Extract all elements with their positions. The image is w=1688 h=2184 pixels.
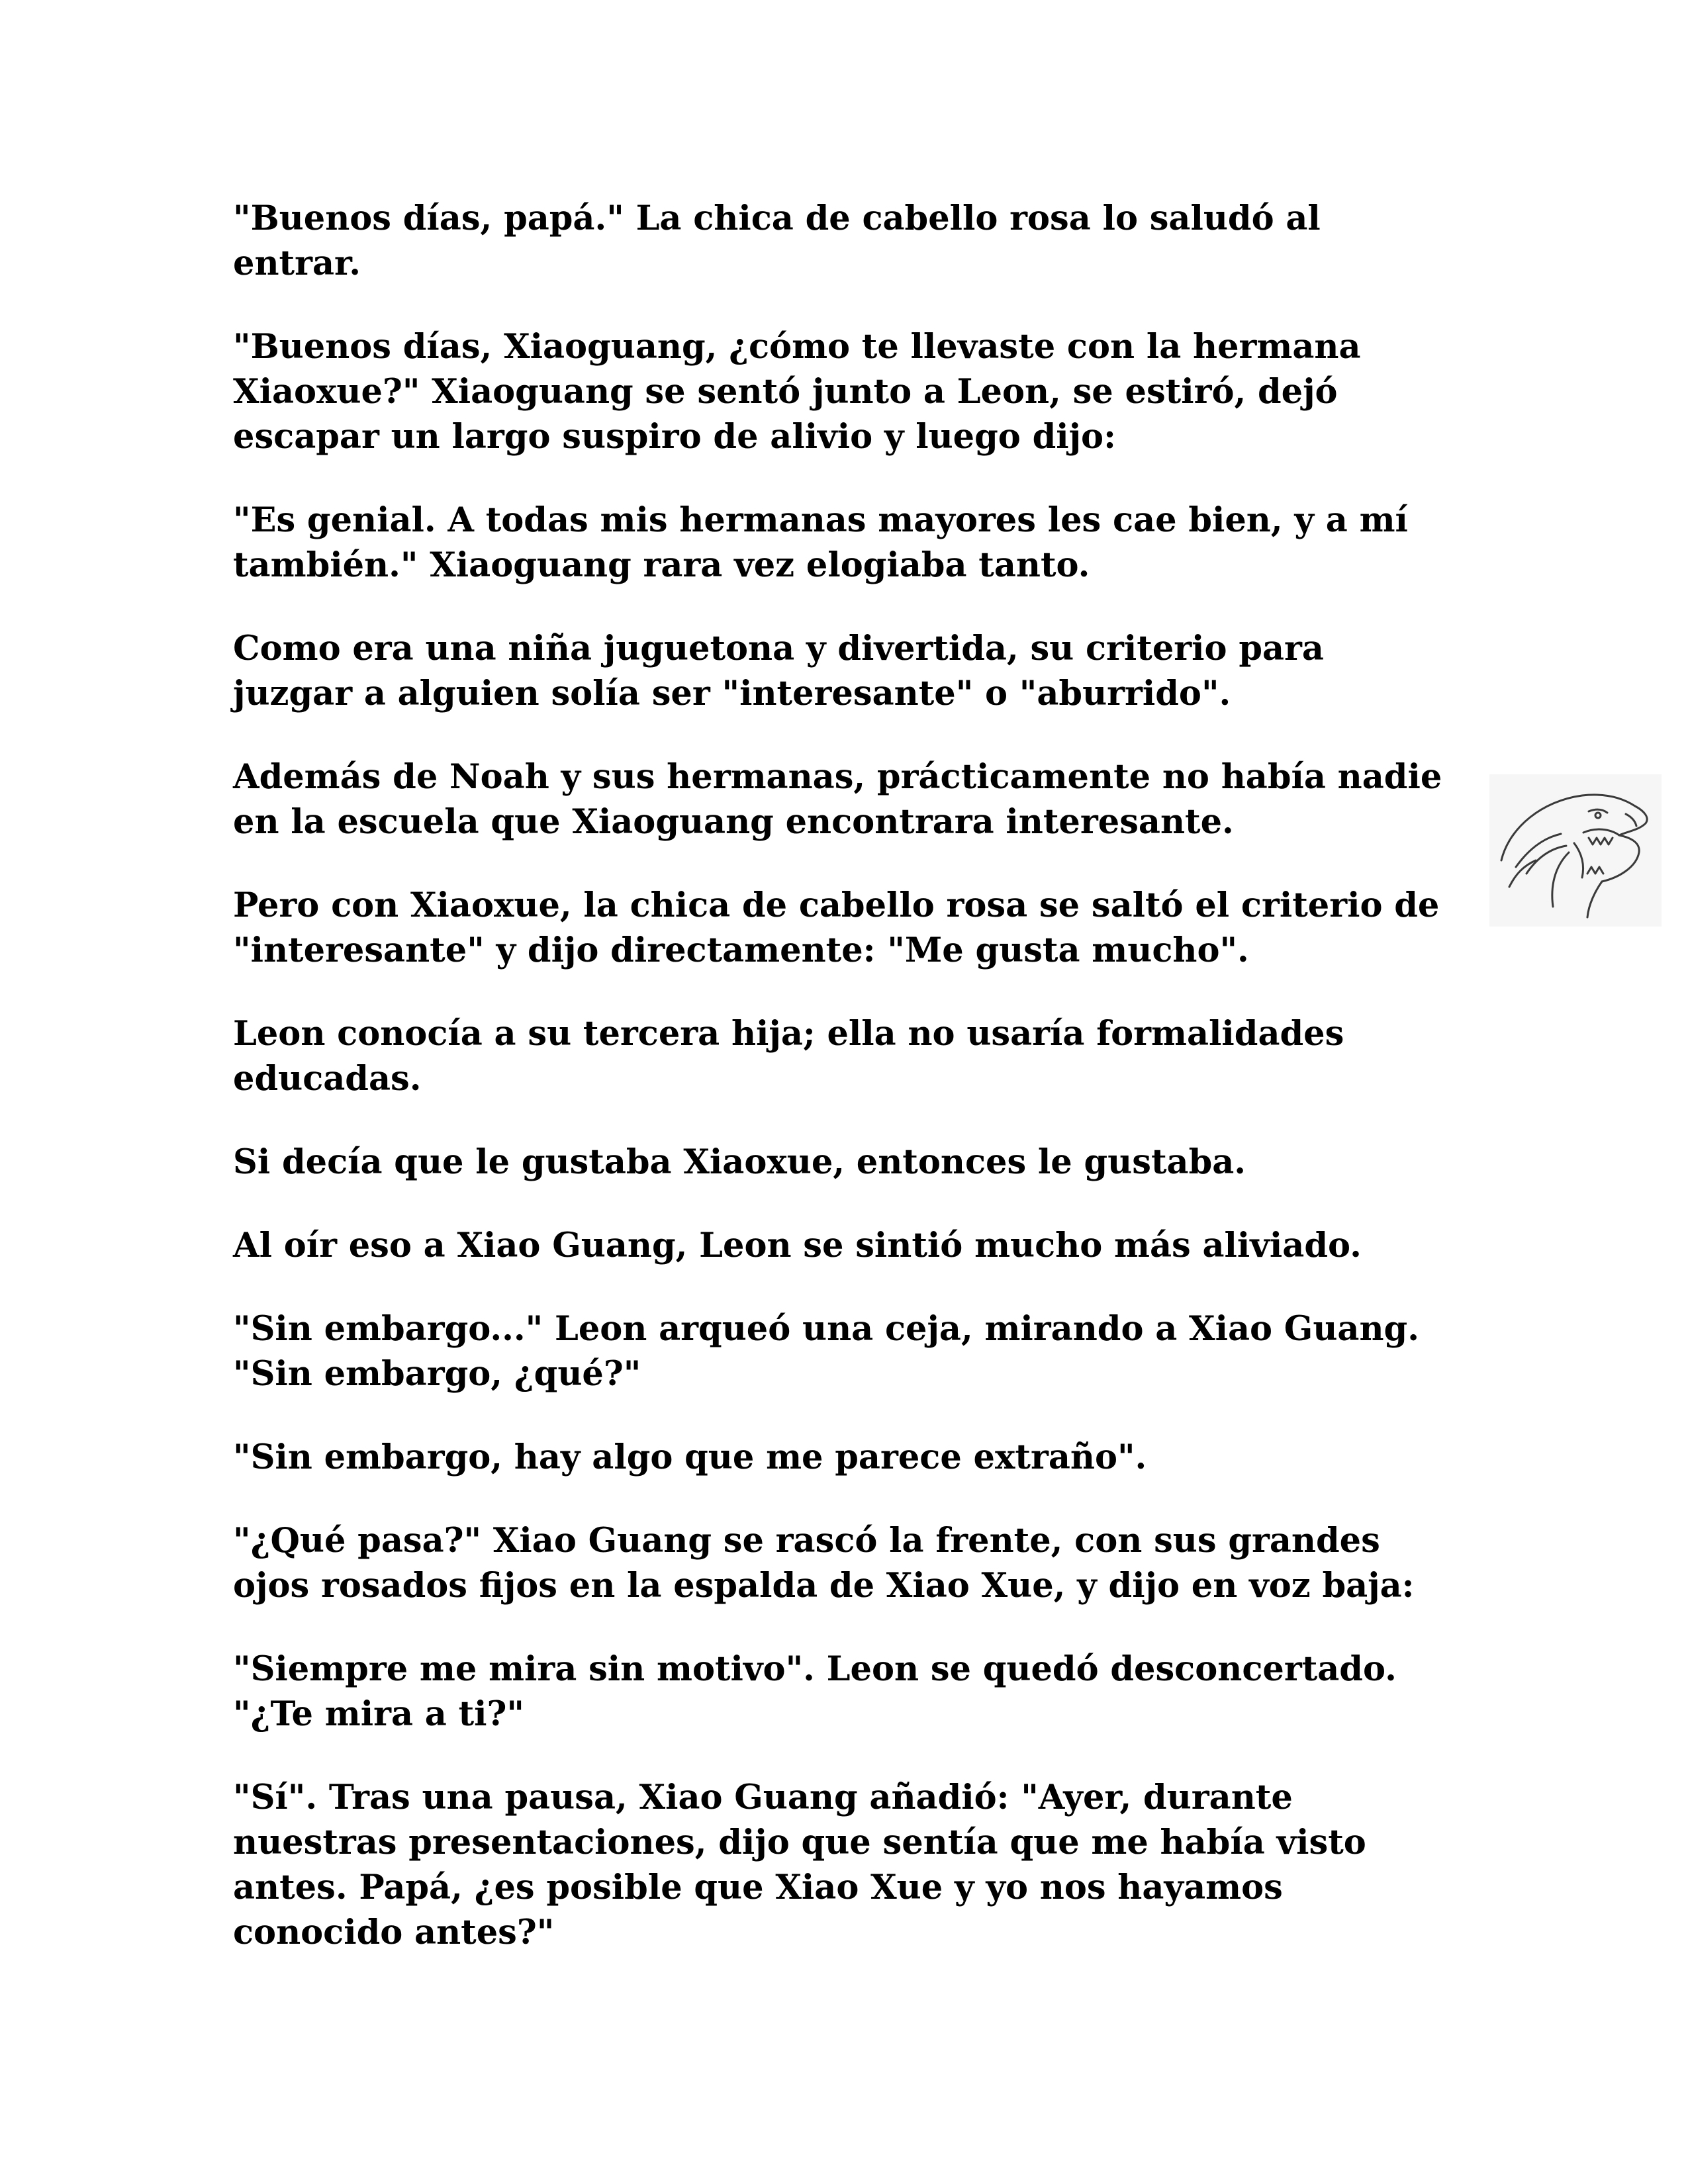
paragraph: Al oír eso a Xiao Guang, Leon se sintió mucho más aliviado. [233,1226,1362,1265]
paragraph: "Buenos días, Xiaoguang, ¿cómo te llevaste con la hermana Xiaoxue?" Xiaoguang se sentó junto a Leon, se estiró, dejó escapar un largo suspiro de alivio y luego dijo: [233,327,1361,457]
body-text [233,196,1451,1955]
dinosaur-head-icon [1489,774,1662,927]
paragraph: "Buenos días, papá." La chica de cabello rosa lo saludó al entrar. [233,199,1321,283]
paragraph: Pero con Xiaoxue, la chica de cabello rosa se saltó el criterio de "interesante" y dijo directamente: "Me gusta mucho". [233,886,1440,970]
paragraph: "Sí". Tras una pausa, Xiao Guang añadió: "Ayer, durante nuestras presentaciones, dijo que sentía que me había visto antes. Papá, ¿es posible que Xiao Xue y yo nos hayamos conocido antes?" [233,1778,1366,1952]
paragraph: "Sin embargo..." Leon arqueó una ceja, mirando a Xiao Guang. "Sin embargo, ¿qué?" [233,1309,1419,1394]
paragraph: Si decía que le gustaba Xiaoxue, entonces le gustaba. [233,1142,1246,1182]
paragraph: "Es genial. A todas mis hermanas mayores les cae bien, y a mí también." Xiaoguang rara vez elogiaba tanto. [233,500,1408,585]
paragraph: Además de Noah y sus hermanas, prácticamente no había nadie en la escuela que Xiaoguang encontrara interesante. [233,757,1442,842]
paragraph: "Siempre me mira sin motivo". Leon se quedó desconcertado. "¿Te mira a ti?" [233,1649,1397,1734]
paragraph: Leon conocía a su tercera hija; ella no usaría formalidades educadas. [233,1014,1344,1099]
paragraph: "¿Qué pasa?" Xiao Guang se rascó la frente, con sus grandes ojos rosados fijos en la espalda de Xiao Xue, y dijo en voz baja: [233,1521,1415,1606]
paragraph: Como era una niña juguetona y divertida, su criterio para juzgar a alguien solía ser "interesante" o "aburrido". [233,629,1324,713]
paragraph: "Sin embargo, hay algo que me parece extraño". [233,1437,1147,1477]
